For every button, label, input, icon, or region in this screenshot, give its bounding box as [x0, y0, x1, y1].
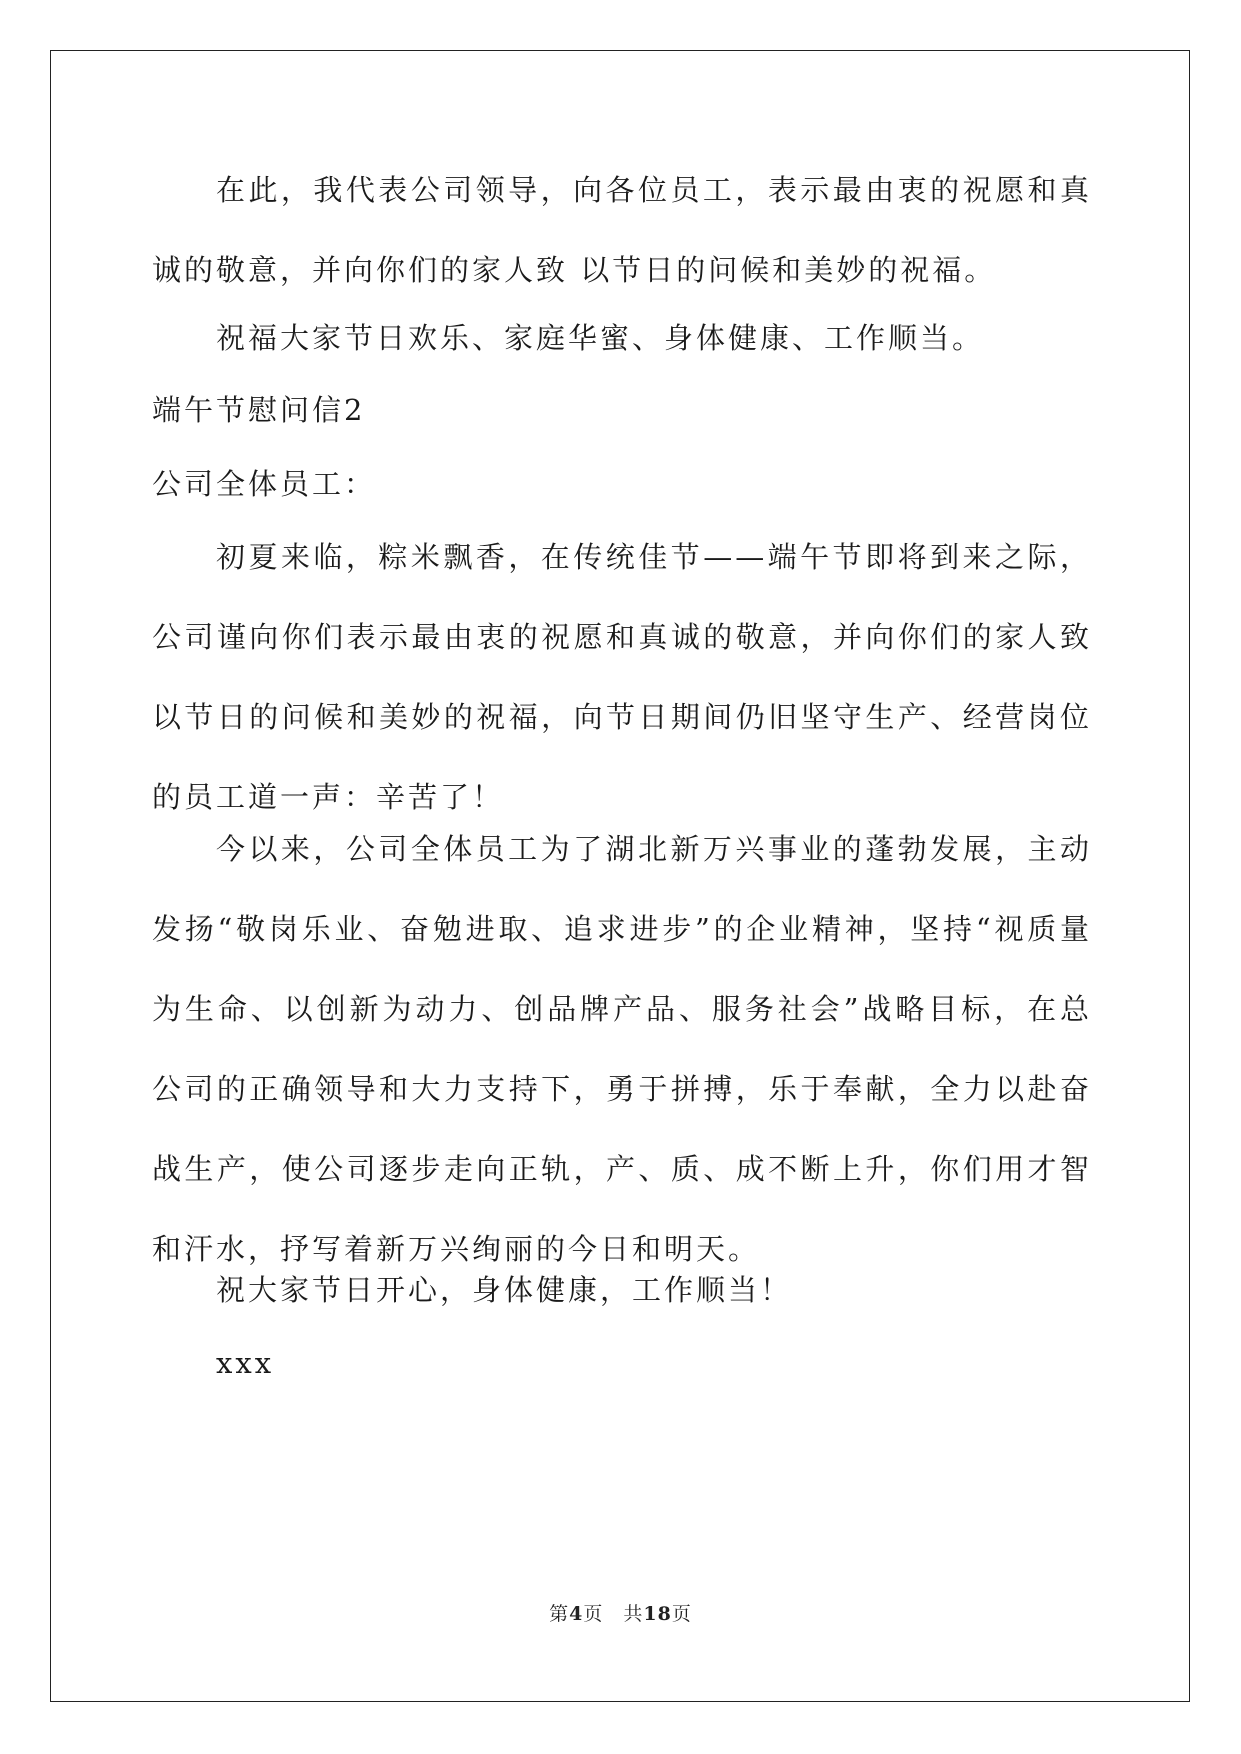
- footer-page-prefix: 第: [549, 1603, 570, 1625]
- letter-heading: 端午节慰问信2: [152, 393, 366, 427]
- footer-page-total: 18: [643, 1603, 672, 1625]
- footer-total-prefix: 共: [623, 1603, 644, 1625]
- paragraph-body: 今以来，公司全体员工为了湖北新万兴事业的蓬勃发展，主动发扬“敬岗乐业、奋勉进取、追求进步”的企业精神，坚持“视质量为生命、以创新为动力、创品牌产品、服务社会”战略目标，在总公司的正确领导和大力支持下，勇于拼搏，乐于奉献，全力以赴奋战生产，使公司逐步走向正轨，产、质、成不断上升，你们用才智和汗水，抒写着新万兴绚丽的今日和明天。: [152, 832, 1092, 1266]
- paragraph-intro: 初夏来临，粽米飘香，在传统佳节——端午节即将到来之际，公司谨向你们表示最由衷的祝愿和真诚的敬意，并向你们的家人致以节日的问候和美妙的祝福，向节日期间仍旧坚守生产、经营岗位的员工道一声：辛苦了！: [152, 540, 1092, 814]
- page-footer: [0, 1599, 1241, 1626]
- paragraph-closing: 祝大家节日开心，身体健康，工作顺当！: [216, 1273, 793, 1307]
- signature: xxx: [216, 1346, 275, 1380]
- footer-page-mid: 页: [583, 1603, 604, 1625]
- paragraph-greeting: 在此，我代表公司领导，向各位员工，表示最由衷的祝愿和真诚的敬意，并向你们的家人致 以节日的问候和美妙的祝福。: [152, 173, 1092, 287]
- paragraph-wishes: 祝福大家节日欢乐、家庭华蜜、身体健康、工作顺当。: [216, 321, 985, 355]
- salutation: 公司全体员工：: [152, 467, 377, 501]
- footer-page-current: 4: [569, 1603, 584, 1625]
- footer-total-suffix: 页: [671, 1603, 692, 1625]
